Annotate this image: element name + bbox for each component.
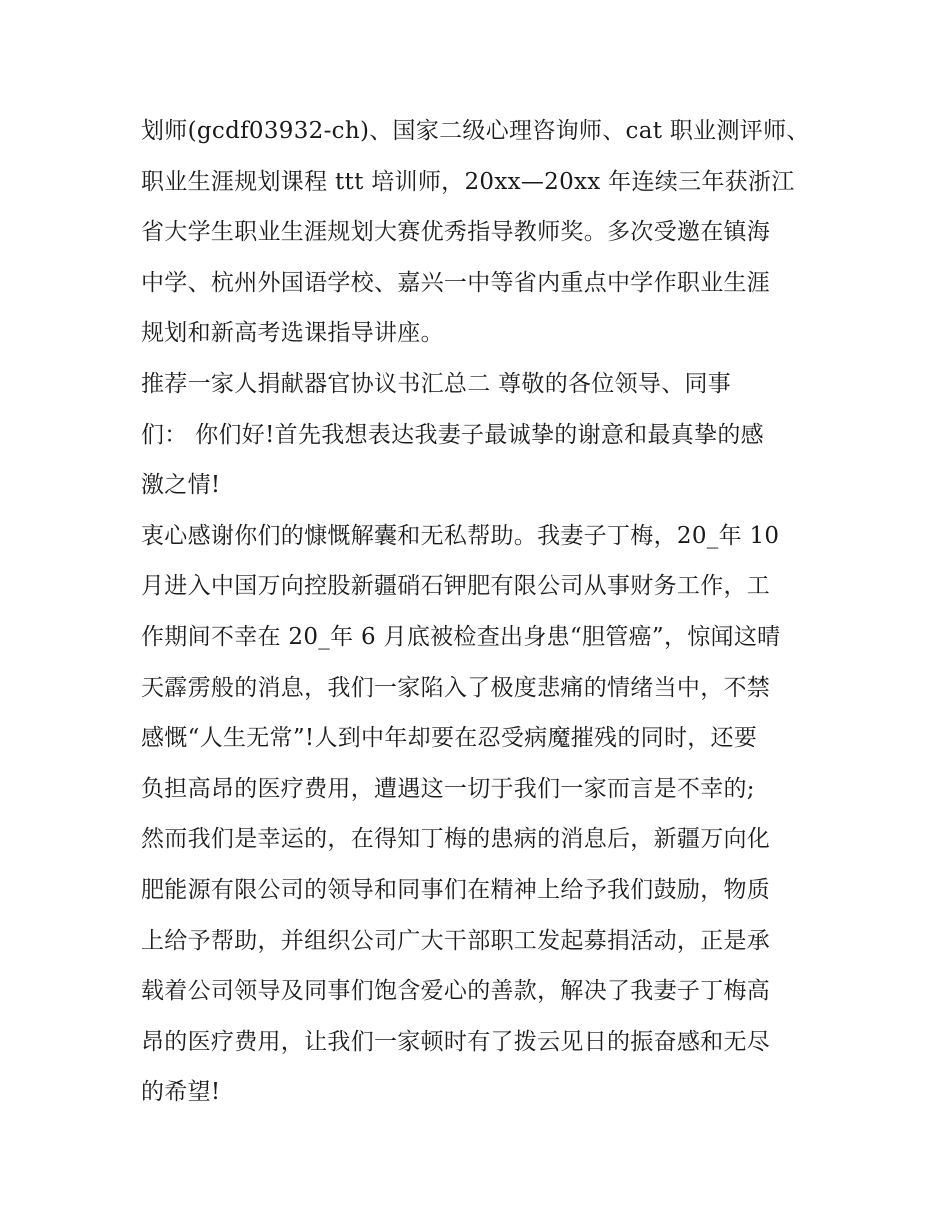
text-line: 然而我们是幸运的，在得知丁梅的患病的消息后，新疆万向化 <box>141 826 771 853</box>
text-line: 负担高昂的医疗费用，遭遇这一切于我们一家而言是不幸的; <box>141 775 755 802</box>
text-line: 中学、杭州外国语学校、嘉兴一中等省内重点中学作职业生涯 <box>141 269 771 296</box>
text-line: 省大学生职业生涯规划大赛优秀指导教师奖。多次受邀在镇海 <box>141 219 771 246</box>
text-line: 衷心感谢你们的慷慨解囊和无私帮助。我妻子丁梅，20_年 10 <box>141 522 780 549</box>
text-line: 作期间不幸在 20_年 6 月底被检查出身患“胆管癌”，惊闻这晴 <box>141 623 781 650</box>
text-line: 月进入中国万向控股新疆硝石钾肥有限公司从事财务工作，工 <box>141 573 771 600</box>
document-body <box>141 106 821 1118</box>
text-line: 昂的医疗费用，让我们一家顿时有了拨云见日的振奋感和无尽 <box>141 1028 771 1055</box>
text-line: 上给予帮助，并组织公司广大干部职工发起募捐活动，正是承 <box>141 927 771 954</box>
text-line: 肥能源有限公司的领导和同事们在精神上给予我们鼓励，物质 <box>141 876 771 903</box>
text-line: 载着公司领导及同事们饱含爱心的善款，解决了我妻子丁梅高 <box>141 978 771 1005</box>
text-line: 们： 你们好!首先我想表达我妻子最诚挚的谢意和最真挚的感 <box>141 421 764 448</box>
text-line: 规划和新高考选课指导讲座。 <box>141 320 444 347</box>
text-line: 划师(gcdf03932-ch)、国家二级心理咨询师、cat 职业测评师、 <box>141 118 810 144</box>
text-line: 激之情! <box>141 472 221 499</box>
text-line: 感慨“人生无常”!人到中年却要在忍受病魔摧残的同时，还要 <box>141 725 758 752</box>
text-line: 推荐一家人捐献器官协议书汇总二 尊敬的各位领导、同事 <box>141 370 732 397</box>
text-line: 的希望! <box>141 1079 221 1106</box>
text-line: 职业生涯规划课程 ttt 培训师，20xx—20xx 年连续三年获浙江 <box>141 168 795 195</box>
text-line: 天霹雳般的消息，我们一家陷入了极度悲痛的情绪当中，不禁 <box>141 674 771 701</box>
